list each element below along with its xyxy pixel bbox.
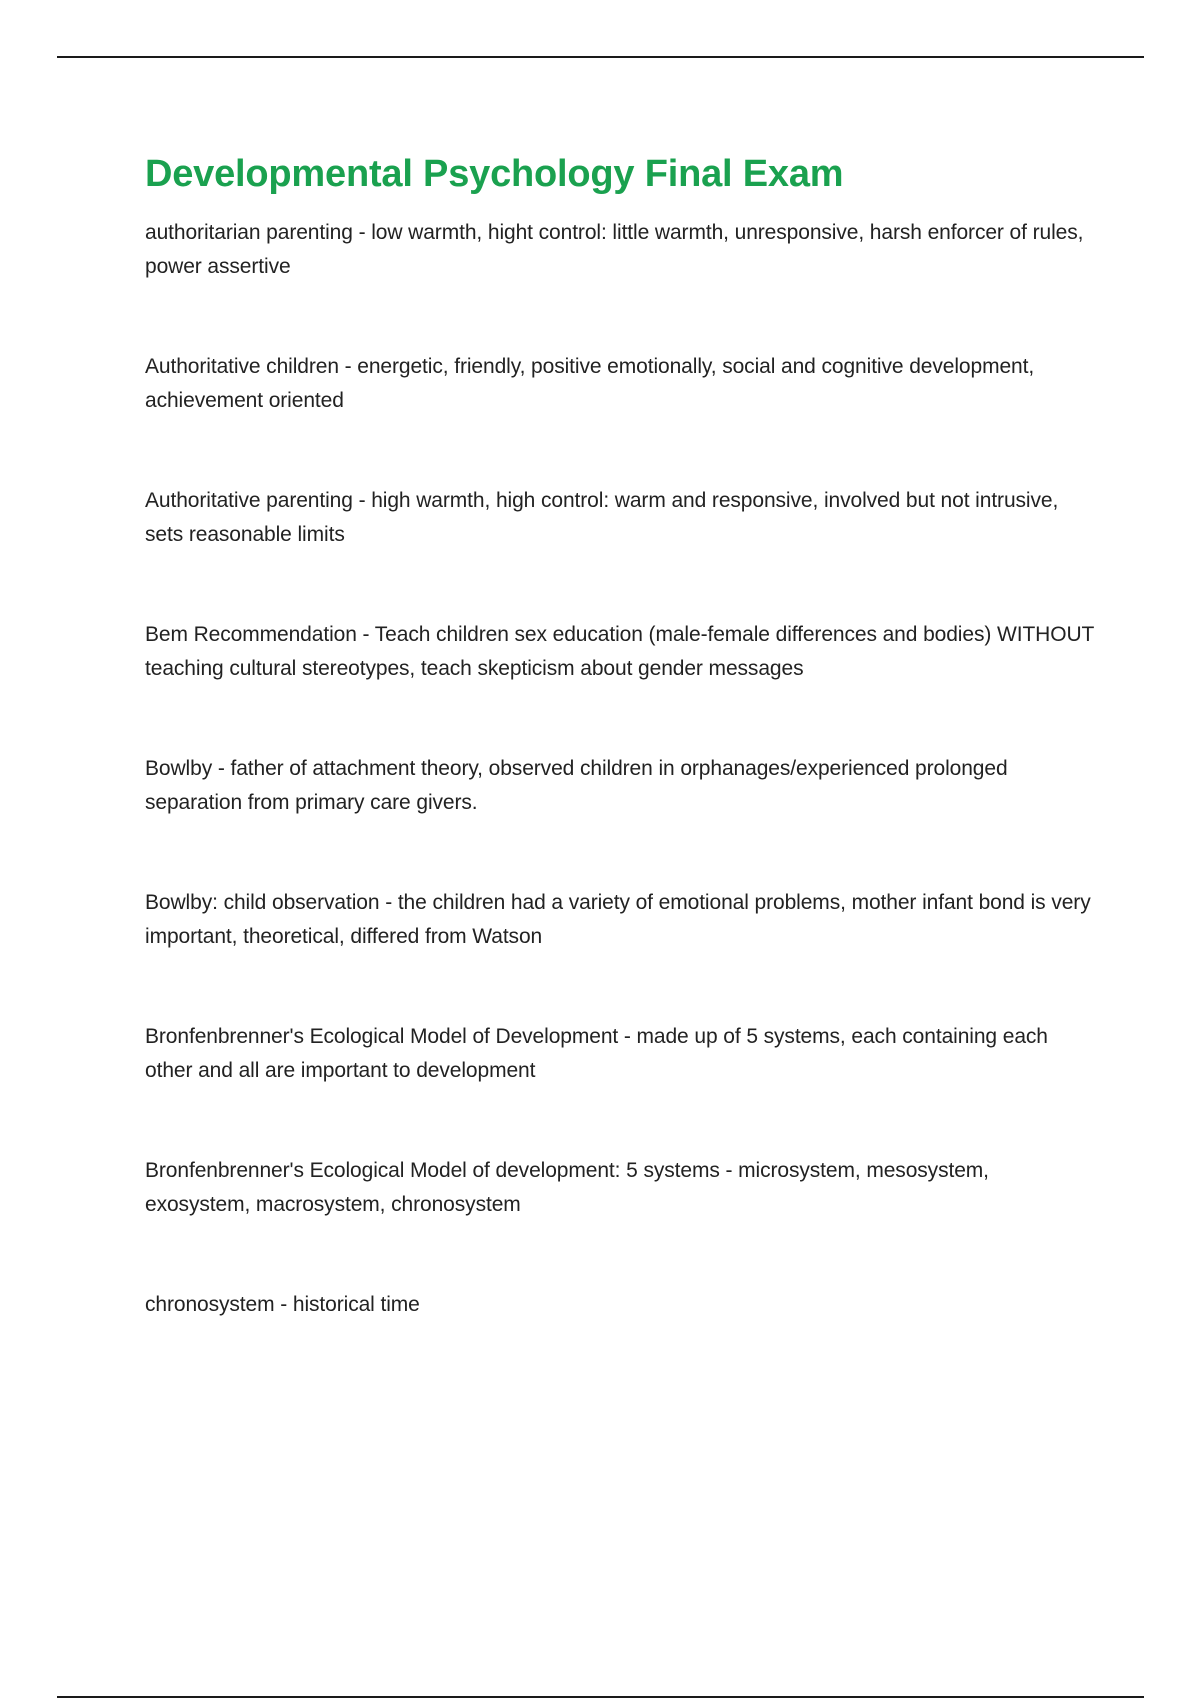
document-title: Developmental Psychology Final Exam: [145, 153, 844, 195]
bottom-divider: [57, 1696, 1144, 1698]
top-divider: [57, 56, 1144, 58]
entry-authoritarian-parenting: authoritarian parenting - low warmth, hight control: little warmth, unresponsive, harsh enforcer of rules, power assertive: [145, 221, 1084, 278]
document-body: [145, 146, 1095, 1388]
entry-bronfenbrenner-systems: Bronfenbrenner's Ecological Model of development: 5 systems - microsystem, mesosystem, exosystem, macrosystem, chronosystem: [145, 1159, 989, 1216]
entry-bronfenbrenner-model: Bronfenbrenner's Ecological Model of Development - made up of 5 systems, each containing each other and all are important to development: [145, 1025, 1048, 1082]
entry-list: [145, 216, 1095, 1322]
entry-bowlby-child-observation: Bowlby: child observation - the children had a variety of emotional problems, mother infant bond is very important, theoretical, differed from Watson: [145, 891, 1091, 948]
entry-bowlby: Bowlby - father of attachment theory, observed children in orphanages/experienced prolonged separation from primary care givers.: [145, 757, 1008, 814]
entry-authoritative-parenting: Authoritative parenting - high warmth, high control: warm and responsive, involved but not intrusive, sets reasonable limits: [145, 489, 1059, 546]
entry-authoritative-children: Authoritative children - energetic, friendly, positive emotionally, social and cognitive development, achievement oriented: [145, 355, 1035, 412]
entry-chronosystem: chronosystem - historical time: [145, 1293, 420, 1316]
entry-bem-recommendation: Bem Recommendation - Teach children sex education (male-female differences and bodies) WITHOUT teaching cultural stereotypes, teach skepticism about gender messages: [145, 623, 1094, 680]
